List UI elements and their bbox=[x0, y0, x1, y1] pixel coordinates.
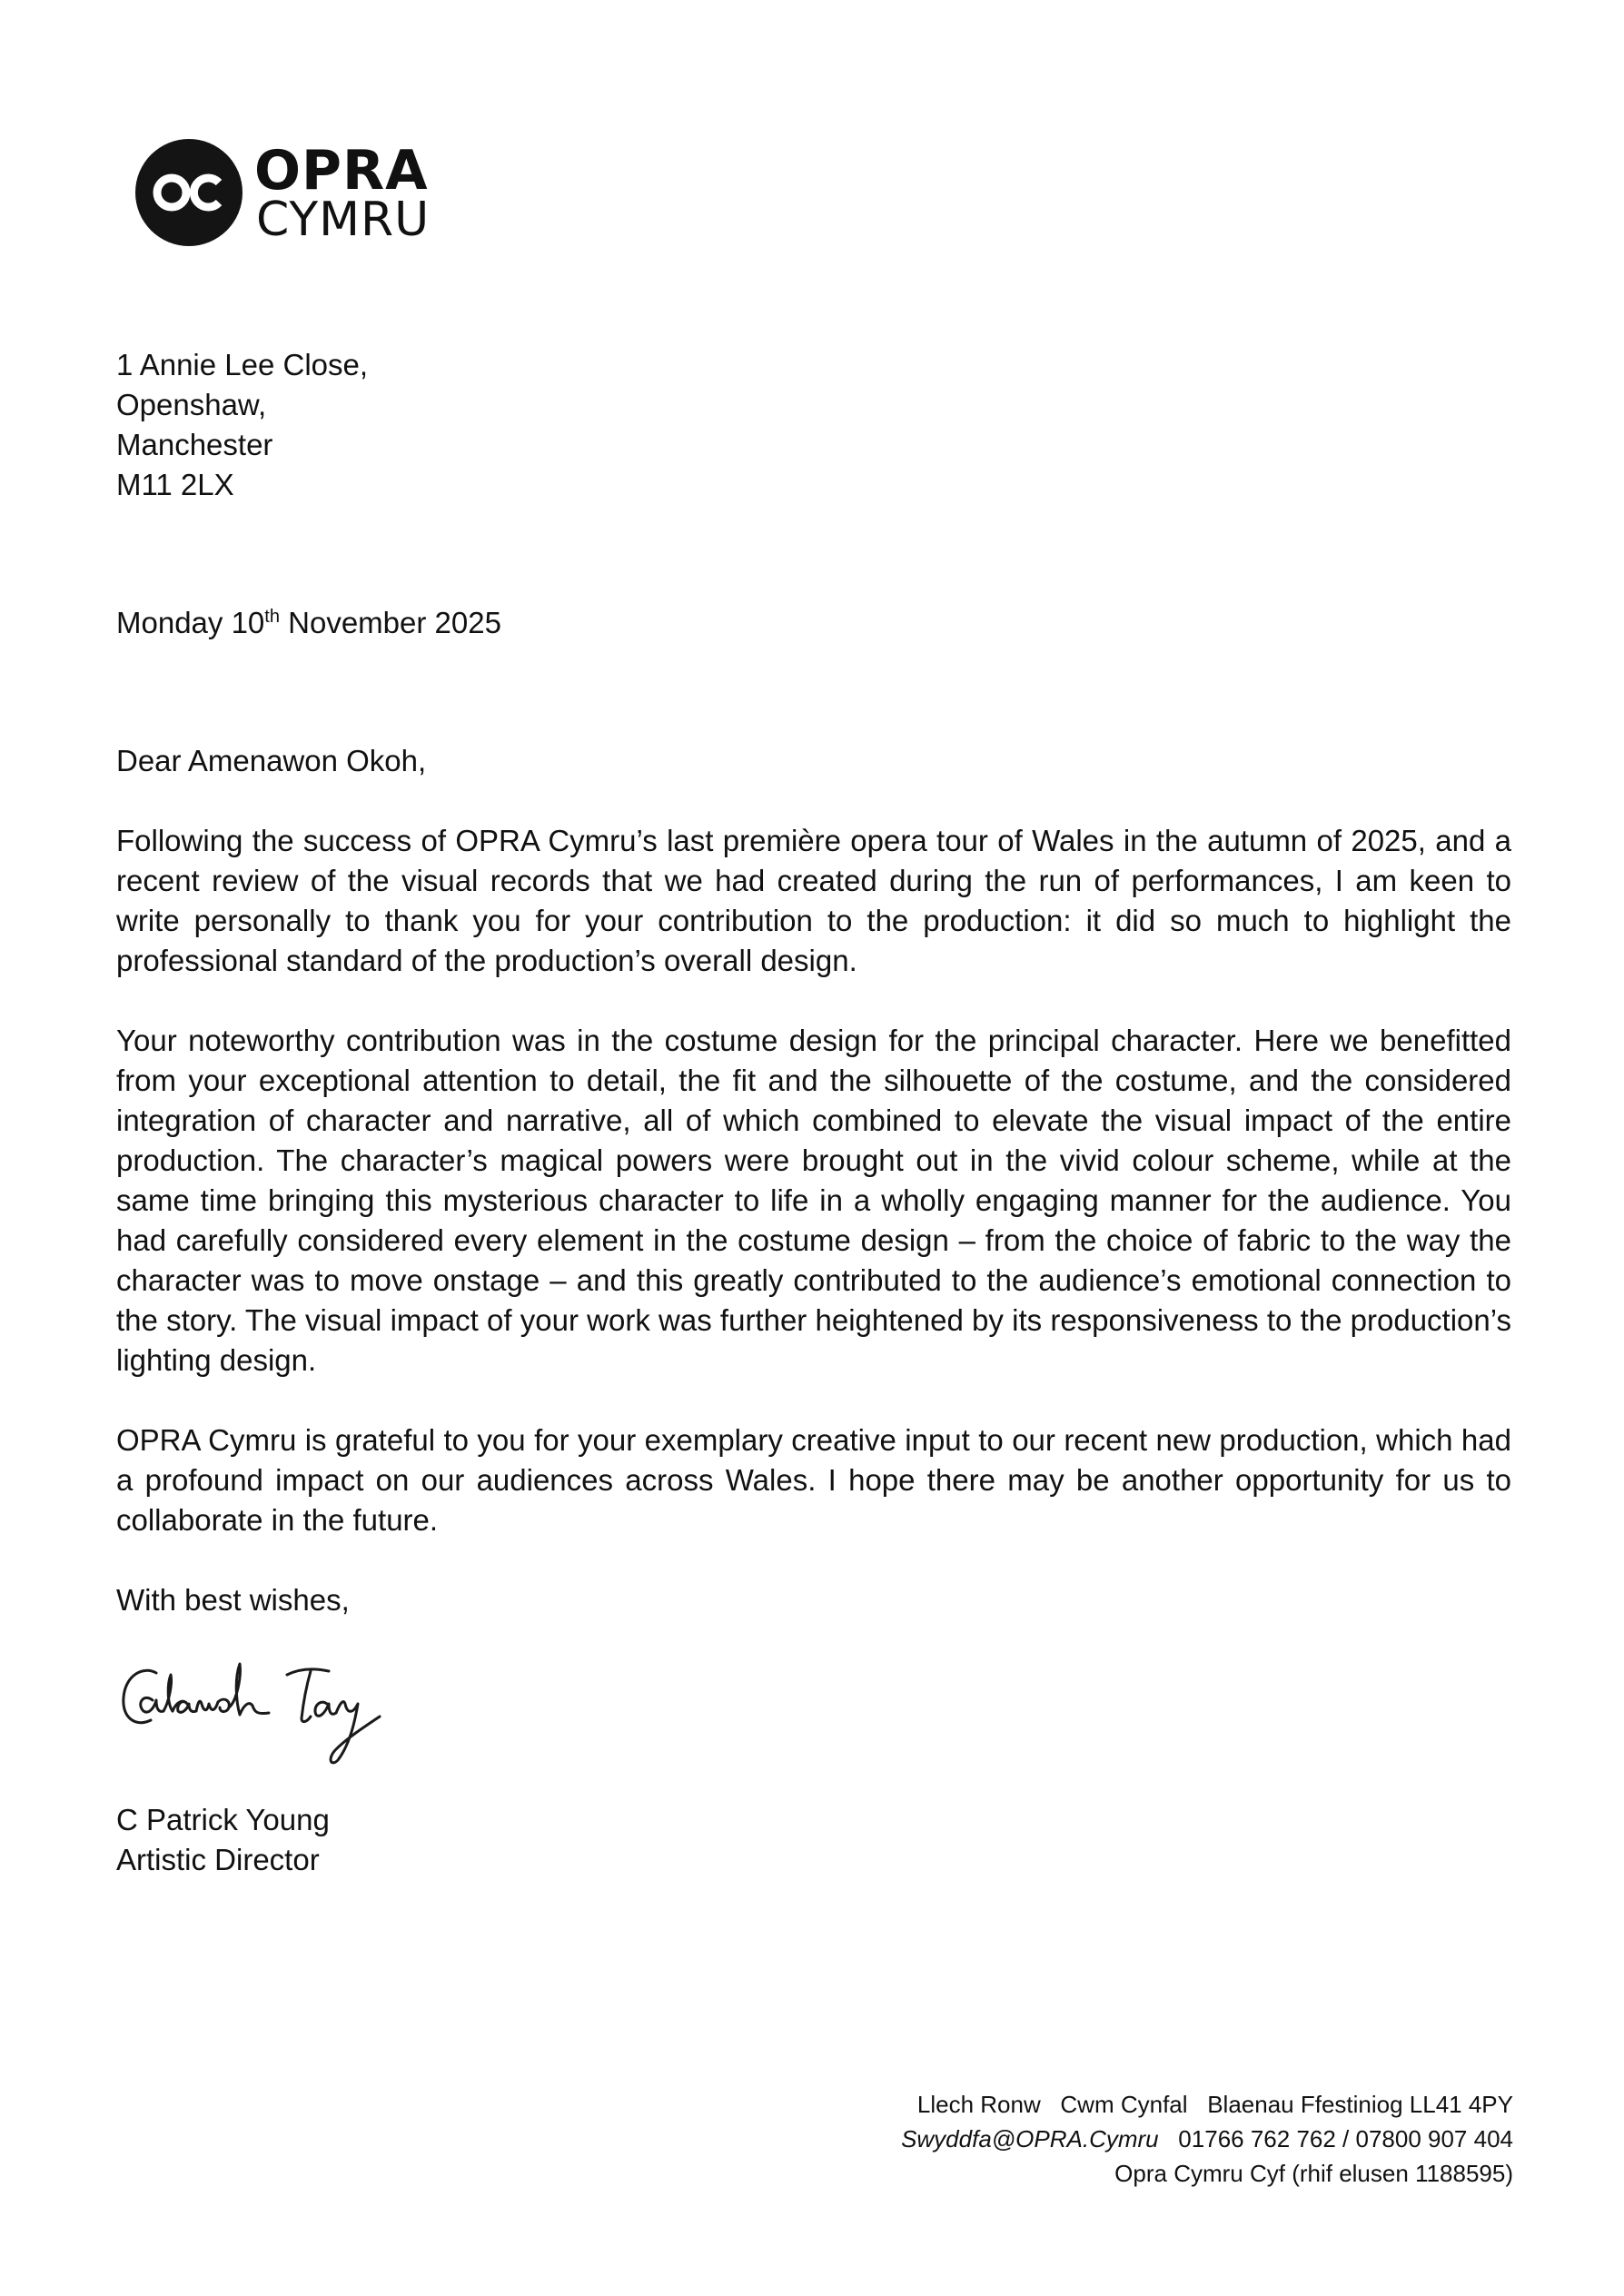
letter-content bbox=[116, 345, 1511, 1880]
body-paragraph-2: Your noteworthy contribution was in the costume design for the principal character. Here we benefitted from your exceptional attention to detail, the fit and the silhouette of the costume, and the considered integration of character and narrative, all of which combined to elevate the visual impact of the entire production. The character’s magical powers were brought out in the vivid colour scheme, while at the same time bringing this mysterious character to life in a wholly engaging manner for the audience. You had carefully considered every element in the costume design – from the choice of fabric to the way the character was to move onstage – and this greatly contributed to the audience’s emotional connection to the story. The visual impact of your work was further heightened by its responsiveness to the production’s lighting design. bbox=[116, 1024, 1511, 1377]
letter-footer bbox=[901, 2087, 1513, 2191]
body-paragraph-1: Following the success of OPRA Cymru’s last première opera tour of Wales in the autumn of 2025, and a recent review of the visual records that we had created during the run of performances, I am keen to write personally to thank you for your contribution to the production: it did so much to highlight the professional standard of the production’s overall design. bbox=[116, 824, 1511, 977]
body-paragraph-3: OPRA Cymru is grateful to you for your exemplary creative input to our recent new production, which had a profound impact on our audiences across Wales. I hope there may be another opportunity for us to collaborate in the future. bbox=[116, 1423, 1511, 1537]
letter-date bbox=[116, 603, 1511, 643]
address-line: 1 Annie Lee Close, bbox=[116, 348, 369, 381]
footer-address: Llech Ronw Cwm Cynfal Blaenau Ffestiniog LL41 4PY bbox=[916, 2091, 1513, 2118]
logo-mark-icon bbox=[134, 138, 243, 247]
signer-name: C Patrick Young bbox=[116, 1803, 330, 1836]
address-line: M11 2LX bbox=[116, 468, 234, 501]
closing: With best wishes, bbox=[116, 1583, 350, 1617]
address-line: Openshaw, bbox=[116, 388, 267, 421]
salutation: Dear Amenawon Okoh, bbox=[116, 744, 427, 777]
footer-phones: 01766 762 762 / 07800 907 404 bbox=[1158, 2125, 1513, 2152]
address-line: Manchester bbox=[116, 428, 273, 461]
signer-block bbox=[116, 1800, 1511, 1880]
opra-cymru-logo bbox=[134, 136, 461, 250]
footer-contact bbox=[901, 2122, 1513, 2156]
footer-email: Swyddfa@OPRA.Cymru bbox=[901, 2125, 1159, 2152]
signer-title: Artistic Director bbox=[116, 1843, 320, 1876]
date-day: Monday 10 bbox=[116, 606, 265, 639]
handwritten-signature bbox=[116, 1648, 461, 1779]
logo-word-opra: OPRA bbox=[254, 139, 429, 203]
footer-charity: Opra Cymru Cyf (rhif elusen 1188595) bbox=[1114, 2160, 1513, 2187]
date-suffix: th bbox=[264, 607, 280, 627]
logo-word-cymru: CYMRU bbox=[256, 193, 431, 247]
recipient-address bbox=[116, 345, 1511, 505]
date-rest: November 2025 bbox=[279, 606, 501, 639]
